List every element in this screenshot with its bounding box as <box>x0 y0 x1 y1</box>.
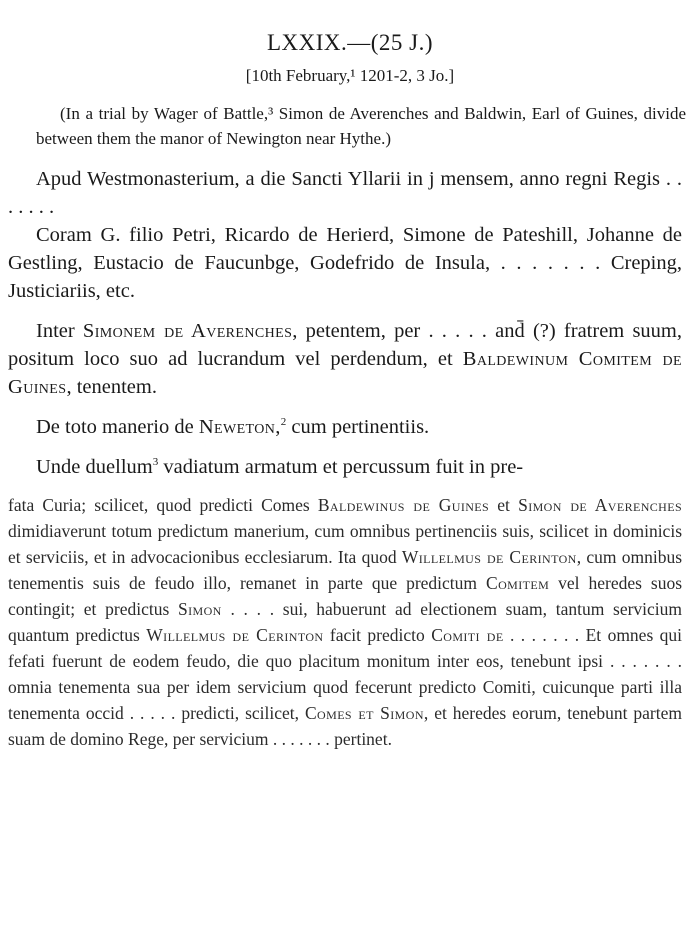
charter-heading: LXXIX.—(25 J.) <box>266 30 434 55</box>
text-vadiatum: vadiatum armatum et percussum fuit in pre- <box>163 456 524 478</box>
name-willelmus: Willelmus de Cerinton <box>146 625 324 645</box>
paragraph-coram: Coram G. filio Petri, Ricardo de Herierd, Simone de Pateshill, Johanne de Gestling, Eustacio de Faucunbge, Godefrido de Insula, . . . . . . . Creping, Justiciariis, etc. <box>8 224 682 302</box>
name-willelmus: Willelmus de Cerinton <box>401 547 577 567</box>
footnote-ref-3: 3 <box>152 456 159 469</box>
text-fragment: , et heredes eorum, tenebunt partem suam de domino Rege, per servicium . . . . . . . pertinet. <box>8 703 683 749</box>
text-inter: Inter <box>36 320 75 342</box>
name-simon: Simon <box>178 599 222 619</box>
small-print-text <box>8 492 682 752</box>
text-fragment: et <box>497 495 510 515</box>
name-simonem: Simonem de Averenches <box>82 320 293 342</box>
text-fragment: dimidiaverunt totum predictum manerium, cum omnibus pertinenciis suis, scilicet in dominicis et serviciis, et in advocacionibus ecclesiarum. Ita quod <box>8 521 682 567</box>
name-simon: Simon de Averenches <box>518 495 683 515</box>
name-comitem: Comitem <box>486 573 550 593</box>
summary-note: (In a trial by Wager of Battle,³ Simon de Averenches and Baldwin, Earl of Guines, divide between them the manor of Newington near Hythe.) <box>36 104 686 148</box>
paragraph-inter <box>8 317 682 401</box>
name-baldewinus: Baldewinus de Guines <box>317 495 490 515</box>
paragraph-de-toto <box>8 413 682 441</box>
text-fragment: , cum omnibus tenementis suis de feudo illo, remanet in parte que predictum <box>8 547 683 593</box>
text-fragment: . . . . . . . Et omnes qui fefati fuerunt de eodem feudo, die quo placitum monitum inter eos, tenebunt ipsi . . . . . . . omnia tenementa sua per idem servicium quod fecerunt predicto Comiti, cuicunque parti illa tenementa occid . . . . . predicti, scilicet, <box>8 625 683 723</box>
footnote-ref-2: 2 <box>280 416 287 429</box>
text-fragment: facit predicto <box>329 625 425 645</box>
text-fragment: vel heredes suos contingit; et predictus <box>8 573 683 619</box>
main-text <box>8 165 682 481</box>
paragraph-apud: Apud Westmonasterium, a die Sancti Yllarii in j mensem, anno regni Regis . . . . . . . <box>8 168 682 218</box>
text-unde: Unde duellum <box>36 456 153 478</box>
text-cum-pertinentiis: cum pertinentiis. <box>291 416 430 438</box>
paragraph-unde <box>8 453 682 481</box>
name-baldewinum: Baldewinum Comitem de Guines <box>8 348 682 398</box>
text-de-toto: De toto manerio de <box>36 416 194 438</box>
text-fragment: fata Curia; scilicet, quod predicti Comes <box>8 495 310 515</box>
text-petentem: , petentem, per . . . . . and̄ (?) fratrem suum, positum loco suo ad lucrandum vel perdendum, et <box>8 320 683 370</box>
name-neweton: Neweton, <box>198 416 281 438</box>
text-fragment: . . . . sui, habuerunt ad electionem suam, tantum servicium quantum predictus <box>8 599 683 645</box>
date-line: [10th February,¹ 1201-2, 3 Jo.] <box>245 66 455 85</box>
name-comiti: Comiti de <box>431 625 504 645</box>
text-tenentem: , tenentem. <box>66 376 157 398</box>
name-comes-simon: Comes et Simon <box>304 703 424 723</box>
